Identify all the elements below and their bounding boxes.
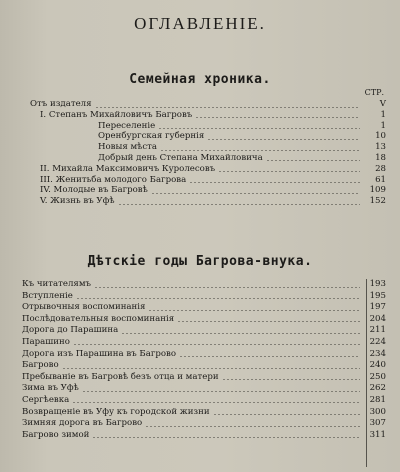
toc-entry-label: Оренбургская губернія bbox=[98, 131, 205, 142]
toc-entry bbox=[0, 349, 400, 361]
toc-entry bbox=[0, 360, 400, 372]
toc-entry-page: 300 bbox=[369, 406, 386, 417]
toc-entry bbox=[0, 99, 400, 110]
toc-entry-label: Отъ издателя bbox=[30, 99, 92, 109]
toc-entry-page: 109 bbox=[369, 185, 386, 196]
toc-entry-page: 262 bbox=[369, 383, 386, 394]
toc-entry bbox=[0, 395, 400, 407]
toc-entry-page: 250 bbox=[369, 371, 386, 382]
toc-entry bbox=[0, 196, 400, 207]
leader-dots bbox=[189, 175, 360, 186]
toc-entry-label: Дорога изъ Парашина въ Багрово bbox=[22, 348, 177, 359]
toc-entry-page: V bbox=[379, 99, 386, 109]
toc-entry bbox=[0, 291, 400, 303]
section-title-childhood-years: Дѣтскіе годы Багрова-внука. bbox=[87, 254, 313, 269]
toc-entry-page: 13 bbox=[375, 142, 386, 153]
toc-entry bbox=[0, 175, 400, 186]
leader-dots bbox=[95, 99, 360, 110]
leader-dots bbox=[145, 418, 360, 430]
leader-dots bbox=[94, 279, 360, 291]
leader-dots bbox=[158, 121, 360, 132]
leader-dots bbox=[151, 185, 360, 196]
toc-entry-page: 61 bbox=[375, 174, 386, 185]
leader-dots bbox=[213, 407, 360, 419]
toc-entry-label: IV. Молодые въ Багровѣ bbox=[40, 185, 148, 196]
toc-entry-label: Сергѣевка bbox=[22, 394, 70, 405]
leader-dots bbox=[62, 360, 360, 372]
toc-entry-label: III. Женитьба молодого Багрова bbox=[40, 174, 187, 185]
page-title: ОГЛАВЛЕНІЕ. bbox=[134, 14, 266, 33]
leader-dots bbox=[72, 395, 360, 407]
toc-entry bbox=[0, 142, 400, 153]
toc-entry bbox=[0, 279, 400, 291]
toc-entry-label: Возвращеніе въ Уфу къ городской жизни bbox=[22, 406, 210, 417]
toc-entry-page: 28 bbox=[375, 163, 386, 174]
leader-dots bbox=[218, 164, 360, 175]
toc-entry-label: Дорога до Парашина bbox=[22, 325, 119, 336]
leader-dots bbox=[266, 153, 360, 164]
toc-entry-page: 1 bbox=[380, 109, 386, 120]
toc-entry bbox=[0, 407, 400, 419]
toc-entry-page: 18 bbox=[375, 152, 386, 163]
toc-entry-label: Переселеніе bbox=[98, 120, 156, 131]
page-column-label: СТР. bbox=[364, 88, 384, 97]
toc-entry-page: 307 bbox=[369, 418, 386, 429]
toc-entry-page: 204 bbox=[369, 313, 386, 324]
toc-entry-page: 10 bbox=[375, 131, 386, 142]
toc-entry bbox=[0, 302, 400, 314]
toc-entry-label: Парашино bbox=[22, 336, 70, 347]
toc-entry-page: 193 bbox=[369, 279, 386, 289]
toc-entry-page: 1 bbox=[380, 120, 386, 131]
toc-entry-label: Пребываніе въ Багровѣ безъ отца и матери bbox=[22, 371, 219, 382]
toc-entry bbox=[0, 372, 400, 384]
leader-dots bbox=[160, 142, 360, 153]
toc-entry bbox=[0, 337, 400, 349]
toc-list-family-chronicle bbox=[0, 99, 400, 207]
toc-entry-page: 197 bbox=[369, 302, 386, 313]
toc-entry-label: Зима въ Уфѣ bbox=[22, 383, 79, 394]
toc-entry bbox=[0, 418, 400, 430]
leader-dots bbox=[222, 372, 360, 384]
toc-entry-label: I. Степанъ Михайловичъ Багровъ bbox=[40, 109, 193, 120]
leader-dots bbox=[177, 314, 360, 326]
toc-entry-label: Отрывочныя воспоминанія bbox=[22, 302, 146, 313]
toc-entry bbox=[0, 121, 400, 132]
toc-entry-label: Вступленіе bbox=[22, 290, 73, 301]
leader-dots bbox=[82, 383, 360, 395]
toc-entry bbox=[0, 325, 400, 337]
leader-dots bbox=[179, 349, 360, 361]
toc-entry bbox=[0, 314, 400, 326]
leader-dots bbox=[73, 337, 360, 349]
toc-entry bbox=[0, 383, 400, 395]
toc-entry-label: Багрово bbox=[22, 360, 59, 371]
section-title-family-chronicle: Семейная хроника. bbox=[129, 72, 271, 87]
toc-entry-label: V. Жизнь въ Уфѣ bbox=[40, 196, 115, 207]
toc-entry-page: 311 bbox=[369, 429, 386, 440]
leader-dots bbox=[92, 430, 360, 442]
toc-entry-page: 152 bbox=[369, 196, 386, 207]
toc-entry-page: 234 bbox=[369, 348, 386, 359]
leader-dots bbox=[118, 196, 360, 207]
toc-entry bbox=[0, 131, 400, 142]
toc-entry-label: Послѣдовательныя воспоминанія bbox=[22, 313, 175, 324]
toc-entry bbox=[0, 185, 400, 196]
leader-dots bbox=[207, 131, 360, 142]
leader-dots bbox=[195, 110, 360, 121]
toc-entry bbox=[0, 153, 400, 164]
toc-entry-label: Багрово зимой bbox=[22, 429, 90, 440]
toc-entry-label: Зимняя дорога въ Багрово bbox=[22, 418, 143, 429]
leader-dots bbox=[148, 302, 360, 314]
leader-dots bbox=[76, 291, 360, 303]
toc-entry bbox=[0, 110, 400, 121]
toc-entry-page: 224 bbox=[369, 336, 386, 347]
toc-entry bbox=[0, 430, 400, 442]
toc-entry-page: 281 bbox=[369, 394, 386, 405]
toc-entry bbox=[0, 164, 400, 175]
toc-entry-label: Новыя мѣста bbox=[98, 142, 158, 153]
toc-entry-label: Добрый день Степана Михайловича bbox=[98, 152, 263, 163]
toc-entry-label: Къ читателямъ bbox=[22, 279, 92, 289]
toc-entry-page: 195 bbox=[369, 290, 386, 301]
toc-entry-label: II. Михайла Максимовичъ Куролесовъ bbox=[40, 163, 216, 174]
leader-dots bbox=[121, 325, 360, 337]
page-number-rule bbox=[366, 279, 367, 467]
toc-list-childhood-years bbox=[0, 279, 400, 441]
toc-entry-page: 240 bbox=[369, 360, 386, 371]
toc-entry-page: 211 bbox=[369, 325, 386, 336]
